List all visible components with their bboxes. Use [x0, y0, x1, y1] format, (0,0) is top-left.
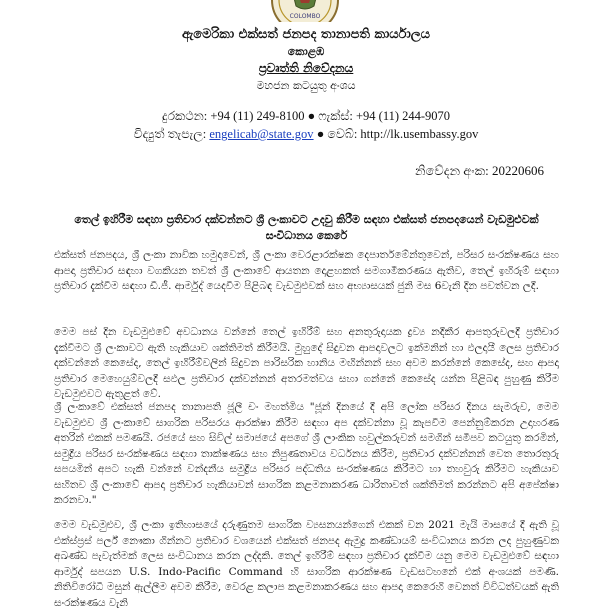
fax-number: ෆැක්ස්: +94 (11) 244-9070 — [318, 109, 451, 123]
body-paragraph: මෙම පස් දින වැඩමුළුවේ අවධානය වන්නේ තෙල් ඉහිරීම් සහ අනතුරුදායක ද්‍රව්‍ය නදීකීර ආපතුරුවලදී ප්‍රතිචාර දැක්වීමට ශ්‍රී ලංකාවට ඇති හැකියාව ශක්තිමත් කිරීමයි. මුහුදේ සිදුවන ආපදාවලට ඉක්මනින් හා ඵලදායී ලෙස ප්‍රතිචාර දක්වන්නේ කෙසේද, තෙල් ඉහිරීම්වලින් සිදුවන පාරිසරික හානිය මඟින්නන් සහ අවම කරන්නේ කෙසේද, සහ ආපදා ප්‍රතිචාර මෙහෙයුම්වලදී සඵල ප්‍රතිචාර දක්වන්නන් අතරමත්වය සහා ගන්නේ කෙසේද යන්න පිළිබඳ පුහුණු කිරීම වැඩමුළුවට ඇතුළත් වේ. — [54, 326, 559, 400]
email-label: විද්‍යුත් තැපැල: — [133, 127, 207, 141]
section-name: මහජන කටයුතු අංශය — [256, 79, 356, 92]
phone-number: දුරකථන: +94 (11) 249-8100 — [161, 109, 305, 123]
contact-line-1 — [0, 107, 612, 125]
embassy-name: ඇමෙරිකා එක්සත් ජනපද තානාපති කාර්යාලය — [181, 27, 431, 42]
bullet-separator: ● — [307, 109, 316, 123]
contact-block — [0, 107, 612, 143]
city-name: කොළඹ — [287, 45, 325, 58]
website-link[interactable]: වෙබ්: http://lk.usembassy.gov — [327, 127, 479, 141]
email-link[interactable]: engelicab@state.gov — [209, 127, 314, 141]
letterhead — [0, 26, 612, 94]
press-release-heading: ප්‍රවෘත්ති නිවේදනය — [258, 61, 354, 75]
seal-caption: COLOMBO — [289, 13, 321, 20]
body-paragraph: මෙම වැඩමුළුව, ශ්‍රී ලංකා ඉතිහාසයේ දරුණුතම සාගරික ව්‍යසනයන්ගෙන් එකක් වන 2021 මැයි මාසයේ දී ඇති වූ එක්ස්ප්‍රස් පර්ල් නෞකා ගින්නට ප්‍රතිචාර වශයෙන් එක්සත් ජනපද ඇමුද්‍ර කණ්ඩායම් සංවිධානය කරන ලද පුහුණුවක අඛණ්ඩ පැවැත්මක් ලෙස සංවිධානය කරන ලද්දකි. තෙල් ඉහිරීම් සඳහා ප්‍රතිචාර දැක්වීම යනු මෙම වැඩමුළුවේ සඳහා ආර්මුද් සපයන U.S. Indo-Pacific Command හි සාගරික ආරක්ෂණ වැඩසටහනේ එක් අංශයක් පමණි. නිතිවිරෝධී මසුන් ඇල්ලීම අවම කිරීම, වෙරළ කලාප කළමනාකරණය සහ ආපදා කෙරෙහි වෙනත් විවිධත්වයක් ඇති සංරක්ෂණය වැනි — [54, 519, 559, 609]
bullet-separator: ● — [316, 127, 325, 141]
embassy-seal — [270, 0, 340, 22]
release-title: තෙල් ඉහිරීම සඳහා ප්‍රතිචාර දක්වන්නට ශ්‍රී ලංකාවට උදවු කිරීම සඳහා එක්සත් ජනපදයෙන් වැඩමුළුවක් සංවිධානය කෙරේ — [74, 213, 539, 242]
body-paragraph: එක්සත් ජනපදය, ශ්‍රී ලංකා නාවික හමුදාවෙන්, ශ්‍රී ලංකා වෙරළාරක්ෂක දෙපාර්තමේන්තුවෙන්, පරිසර සංරක්ෂණය සහ ආපදා ප්‍රතිචාර සඳහා වගකියන තවත් ශ්‍රී ලංකාවේ ආයතන දොළහකත් සමගාමීකරණය ඇතිව, තෙල් ඉහිරුම් සඳහා ප්‍රතිචාර දැක්වීම සඳහා ඩී.ජී. ආර්මුද් යෙදවීම පිළිබඳ වැඩමුළුවක් සහ අභ්‍යාසයක් ජුනි මස 6වැනි දින පවත්වන ලදී. — [54, 249, 559, 292]
body-paragraph: ශ්‍රී ලංකාවේ එක්සත් ජනපද තානාපති ජූලී චං මහත්මිය "ජූන් දිනයේ දී අපි ලෝක පරිසර දිනය සැමරුව, මෙම වැඩමුළුව ශ්‍රී ලංකාවේ සාගරික පරිසරය ආරක්ෂා කිරීම සඳහා අප දක්වන්නා වූ කැපවීම පෙන්නුම්කරන උදාහරණ අතරින් එකක් පමණයි. රජයේ සහ සිවිල් සමාජයේ අපගේ ශ්‍රී ලාංකික හවුල්කරුවන් සමගින් සමීපව කටයුතු කරමින්, සමුද්‍රීය පරිසර සංරක්ෂණය සඳහා තාක්ෂණය සහ නිපුණතාවය වර්ධනය කිරීම, ප්‍රතිචාර දක්වන්නන් වෙත තොරතුරු සපයමින් අපට හැකි වන්නේ වන්දනීය සමුද්‍රීය පරිසර පද්ධතිය සංරක්ෂණය කිරීමට හා තහවුරු කිරීමට හැකියාව සහිතව ශ්‍රී ලංකාවේ ආපදා ප්‍රතිචාර හැකියාවන් සාගරික කළමනාකරණ ධාරිතාවත් ශක්තිමත් කරන්නට අපි අපේක්ෂා කරනවා." — [54, 401, 559, 506]
release-number: නිවේදන අංක: 20220606 — [414, 163, 544, 178]
contact-line-2 — [0, 125, 612, 143]
seal-emblem-icon — [270, 0, 340, 22]
